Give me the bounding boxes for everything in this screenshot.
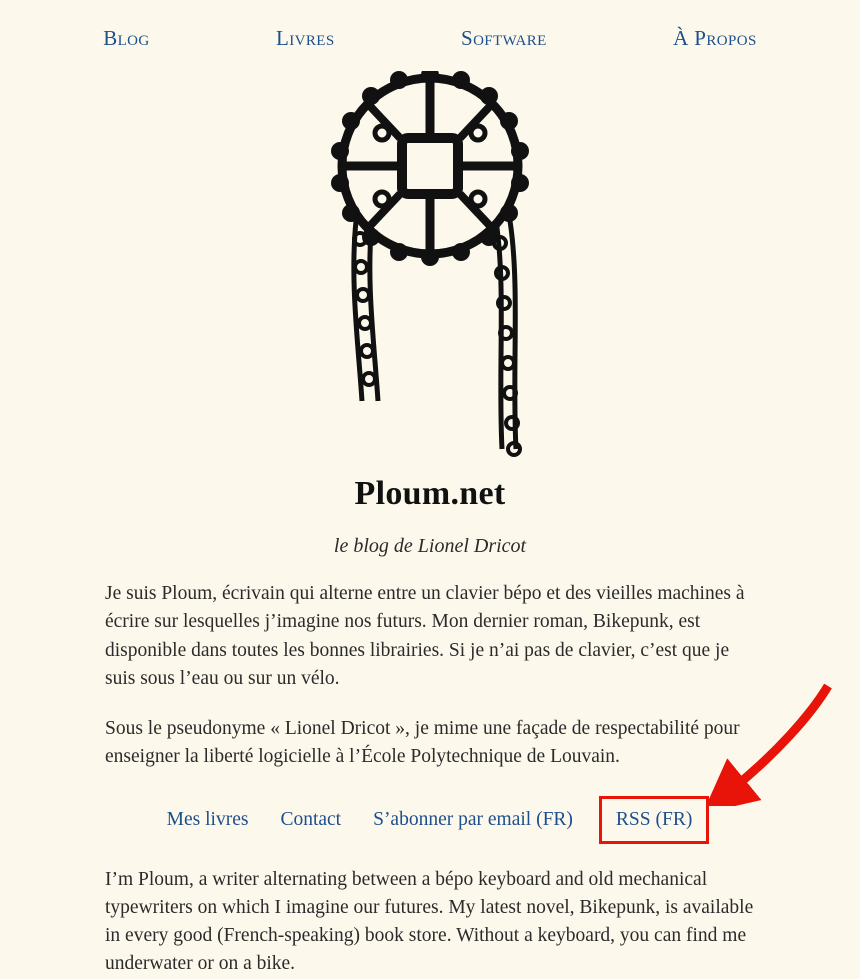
intro-paragraph-en-1: I’m Ploum, a writer alternating between a bépo keyboard and old mechanical typewriters on which I imagine our futures. My latest novel, Bikepunk, is available in every good (French-speaking) book store. Without a keyboard, you can find me underwater or on a bike. <box>105 868 754 975</box>
nav-link-software[interactable]: Software <box>460 26 547 50</box>
page-title: Ploum.net <box>354 475 506 512</box>
nav-link-blog[interactable]: Blog <box>103 26 150 50</box>
link-rss-fr[interactable]: RSS (FR) <box>599 796 709 844</box>
intro-paragraph-fr-2: Sous le pseudonyme « Lionel Dricot », je mime une façade de respectabilité pour enseigner la liberté logicielle à l’École Polytechnique de Louvain. <box>105 718 740 768</box>
intro-paragraph-fr-1: Je suis Ploum, écrivain qui alterne entre un clavier bépo et des vieilles machines à écrire sur lesquelles j’imagine nos futurs. Mon dernier roman, Bikepunk, est disponible dans toutes les bonnes librairies. Si je n’ai pas de clavier, c’est que je suis sous l’eau ou sur un vélo. <box>105 583 745 689</box>
link-contact[interactable]: Contact <box>280 808 342 830</box>
page-subtitle: le blog de Lionel Dricot <box>333 535 527 557</box>
quick-links-row <box>105 796 755 844</box>
site-logo <box>0 71 860 461</box>
bicycle-chainring-chain-icon <box>320 71 540 461</box>
nav-link-a-propos[interactable]: À Propos <box>673 26 757 50</box>
link-mes-livres[interactable]: Mes livres <box>166 808 249 830</box>
link-subscribe-email[interactable]: S’abonner par email (FR) <box>373 808 573 830</box>
top-navigation <box>0 0 860 59</box>
nav-link-livres[interactable]: Livres <box>276 26 335 50</box>
main-content <box>105 580 755 979</box>
